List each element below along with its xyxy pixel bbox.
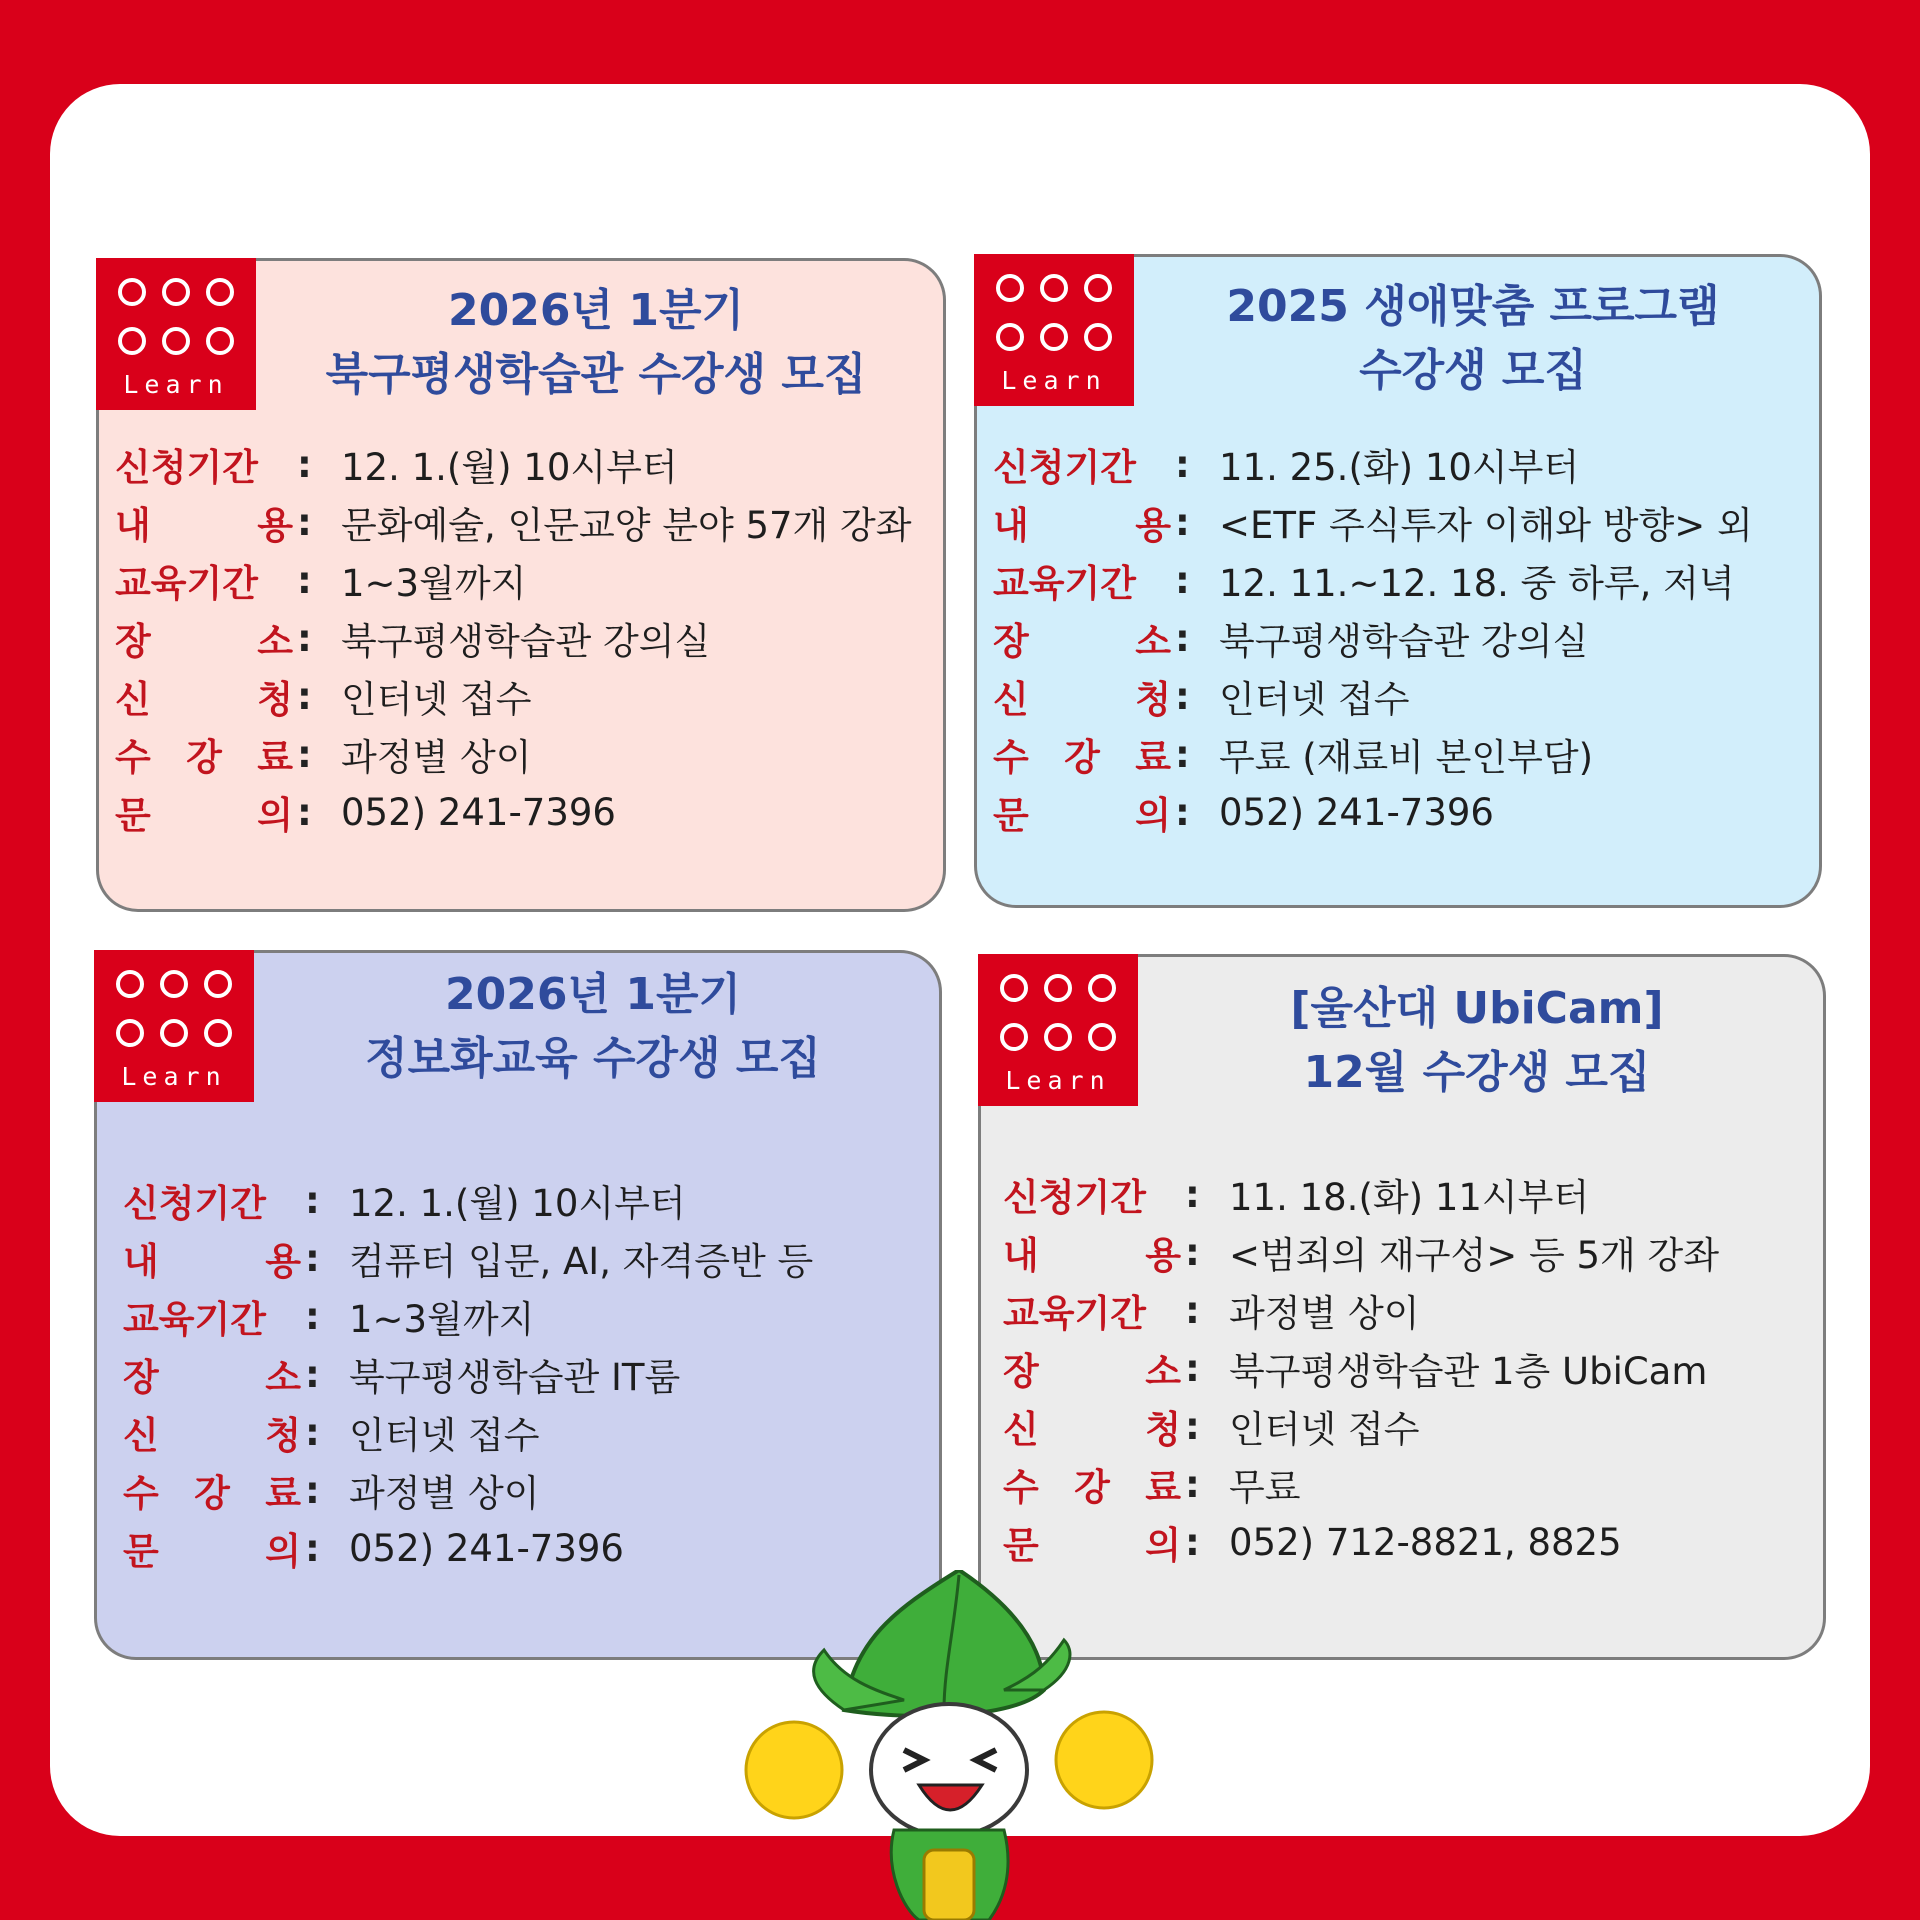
info-colon: : xyxy=(1185,1172,1200,1216)
circle-icon xyxy=(1040,274,1068,302)
info-value: 11. 25.(화) 10시부터 xyxy=(1219,446,1580,489)
info-row xyxy=(1003,1455,1719,1513)
info-row xyxy=(1003,1397,1719,1455)
info-rows xyxy=(1003,1165,1719,1571)
info-label-part: 료 xyxy=(1135,736,1171,779)
info-label-part: 장 xyxy=(1003,1350,1039,1393)
circle-icon xyxy=(1040,323,1068,351)
info-row xyxy=(993,493,1753,551)
info-value: 12. 1.(월) 10시부터 xyxy=(341,446,678,489)
info-label-part: 강 xyxy=(1074,1466,1110,1509)
circle-icon xyxy=(1084,274,1112,302)
info-label xyxy=(123,1463,301,1517)
info-colon: : xyxy=(297,674,312,718)
info-row xyxy=(1003,1339,1719,1397)
info-row xyxy=(115,609,912,667)
info-colon: : xyxy=(1175,674,1190,718)
info-label xyxy=(115,669,293,723)
info-row xyxy=(993,667,1753,725)
info-colon: : xyxy=(305,1526,320,1570)
info-colon: : xyxy=(1185,1230,1200,1274)
info-label-part: 신청기간 xyxy=(993,446,1136,489)
info-colon: : xyxy=(297,442,312,486)
info-row xyxy=(115,551,912,609)
circle-icon xyxy=(116,1019,144,1047)
circle-icon xyxy=(1044,1023,1072,1051)
info-label xyxy=(1003,1341,1181,1395)
info-label xyxy=(993,495,1171,549)
info-row xyxy=(115,435,912,493)
info-value: 북구평생학습관 IT룸 xyxy=(349,1356,681,1399)
info-label xyxy=(123,1173,301,1227)
info-label-part: 교육기간 xyxy=(123,1298,266,1341)
info-colon: : xyxy=(1175,442,1190,486)
info-label-part: 장 xyxy=(993,620,1029,663)
info-label xyxy=(993,611,1171,665)
card-title-line: 2026년 1분기 xyxy=(445,969,741,1020)
info-label xyxy=(1003,1399,1181,1453)
info-label-part: 의 xyxy=(1135,794,1171,837)
info-label-part: 신 xyxy=(993,678,1029,721)
info-label xyxy=(1003,1457,1181,1511)
learn-logo-text: Learn xyxy=(123,370,229,399)
info-colon: : xyxy=(1175,558,1190,602)
circle-icon xyxy=(162,327,190,355)
info-label xyxy=(1003,1167,1181,1221)
card-program-1 xyxy=(96,258,946,912)
info-label xyxy=(993,669,1171,723)
info-label-part: 내 xyxy=(1003,1234,1039,1277)
info-label xyxy=(1003,1515,1181,1569)
info-colon: : xyxy=(297,558,312,602)
info-value: 북구평생학습관 강의실 xyxy=(1219,620,1589,663)
circle-icon xyxy=(116,970,144,998)
circle-icon xyxy=(204,1019,232,1047)
info-label xyxy=(123,1521,301,1575)
info-row xyxy=(993,783,1753,841)
card-title xyxy=(1137,275,1809,403)
circle-icon xyxy=(1044,974,1072,1002)
learn-logo-text: Learn xyxy=(121,1062,227,1091)
info-row xyxy=(123,1403,813,1461)
card-title-line: 북구평생학습관 수강생 모집 xyxy=(325,349,867,400)
info-value: 무료 (재료비 본인부담) xyxy=(1219,736,1594,779)
info-label-part: 신청기간 xyxy=(115,446,258,489)
info-label-part: 청 xyxy=(1135,678,1171,721)
circle-icon xyxy=(206,327,234,355)
learn-logo xyxy=(978,954,1138,1106)
info-value: 북구평생학습관 강의실 xyxy=(341,620,711,663)
info-value: 무료 xyxy=(1229,1466,1301,1509)
info-colon: : xyxy=(305,1352,320,1396)
info-label-part: 신청기간 xyxy=(1003,1176,1146,1219)
info-colon: : xyxy=(1175,500,1190,544)
info-colon: : xyxy=(305,1178,320,1222)
info-label xyxy=(115,785,293,839)
learn-logo-text: Learn xyxy=(1001,366,1107,395)
info-row xyxy=(993,609,1753,667)
info-label-part: 의 xyxy=(265,1530,301,1573)
info-label-part: 신 xyxy=(123,1414,159,1457)
info-value: 과정별 상이 xyxy=(1229,1292,1420,1335)
card-title-line: [울산대 UbiCam] xyxy=(1290,983,1664,1034)
info-colon: : xyxy=(1175,732,1190,776)
card-title xyxy=(259,279,933,407)
info-colon: : xyxy=(1185,1288,1200,1332)
info-row xyxy=(993,435,1753,493)
info-row xyxy=(123,1345,813,1403)
info-colon: : xyxy=(1185,1404,1200,1448)
circle-icon xyxy=(204,970,232,998)
circle-icon xyxy=(1000,1023,1028,1051)
circle-icon xyxy=(118,327,146,355)
info-value: <범죄의 재구성> 등 5개 강좌 xyxy=(1229,1234,1720,1277)
card-title-line: 정보화교육 수강생 모집 xyxy=(365,1033,821,1084)
info-label-part: 신 xyxy=(115,678,151,721)
info-rows xyxy=(123,1171,813,1577)
card-title xyxy=(1141,977,1813,1105)
info-label xyxy=(115,727,293,781)
info-label-part: 료 xyxy=(265,1472,301,1515)
info-colon: : xyxy=(297,732,312,776)
info-row xyxy=(123,1287,813,1345)
info-row xyxy=(123,1229,813,1287)
info-label-part: 청 xyxy=(265,1414,301,1457)
info-rows xyxy=(115,435,912,841)
info-label-part: 문 xyxy=(1003,1524,1039,1567)
card-title-line: 수강생 모집 xyxy=(1359,345,1587,396)
info-row xyxy=(115,493,912,551)
info-label-part: 용 xyxy=(265,1240,301,1283)
info-value: 12. 11.~12. 18. 중 하루, 저녁 xyxy=(1219,562,1735,605)
info-label-part: 수 xyxy=(123,1472,159,1515)
circle-icon xyxy=(162,278,190,306)
info-colon: : xyxy=(305,1468,320,1512)
info-colon: : xyxy=(1185,1462,1200,1506)
info-value: 과정별 상이 xyxy=(341,736,532,779)
circle-icon xyxy=(1084,323,1112,351)
info-label-part: 의 xyxy=(1145,1524,1181,1567)
card-program-3 xyxy=(94,950,942,1660)
info-value: 12. 1.(월) 10시부터 xyxy=(349,1182,686,1225)
info-value: 052) 241-7396 xyxy=(1219,790,1494,834)
circle-icon xyxy=(118,278,146,306)
info-label-part: 의 xyxy=(257,794,293,837)
info-row xyxy=(115,783,912,841)
circle-icon xyxy=(160,1019,188,1047)
info-colon: : xyxy=(305,1236,320,1280)
info-colon: : xyxy=(305,1410,320,1454)
info-label xyxy=(123,1231,301,1285)
info-label xyxy=(115,495,293,549)
info-label-part: 문 xyxy=(993,794,1029,837)
info-value: 1~3월까지 xyxy=(349,1298,535,1341)
info-label-part: 문 xyxy=(115,794,151,837)
info-label xyxy=(115,611,293,665)
card-program-2 xyxy=(974,254,1822,908)
info-label-part: 장 xyxy=(115,620,151,663)
info-label-part: 소 xyxy=(1145,1350,1181,1393)
info-label-part: 내 xyxy=(993,504,1029,547)
info-colon: : xyxy=(1175,790,1190,834)
info-value: 11. 18.(화) 11시부터 xyxy=(1229,1176,1590,1219)
info-row xyxy=(115,725,912,783)
info-value: 052) 712-8821, 8825 xyxy=(1229,1520,1622,1564)
info-row xyxy=(1003,1513,1719,1571)
info-value: 인터넷 접수 xyxy=(1229,1408,1420,1451)
circle-icon xyxy=(996,323,1024,351)
info-label-part: 강 xyxy=(186,736,222,779)
info-label xyxy=(993,727,1171,781)
card-title xyxy=(257,963,929,1091)
learn-logo-text: Learn xyxy=(1005,1066,1111,1095)
info-label-part: 문 xyxy=(123,1530,159,1573)
info-label xyxy=(993,553,1171,607)
info-label-part: 료 xyxy=(257,736,293,779)
info-value: 문화예술, 인문교양 분야 57개 강좌 xyxy=(341,504,912,547)
leaf-mascot-icon xyxy=(744,1570,1164,1920)
info-row xyxy=(115,667,912,725)
info-label-part: 교육기간 xyxy=(1003,1292,1146,1335)
info-value: 인터넷 접수 xyxy=(349,1414,540,1457)
info-label xyxy=(115,553,293,607)
info-label xyxy=(993,437,1171,491)
info-label xyxy=(1003,1225,1181,1279)
learn-logo xyxy=(974,254,1134,406)
info-label-part: 소 xyxy=(257,620,293,663)
circle-icon xyxy=(1088,974,1116,1002)
info-label-part: 청 xyxy=(257,678,293,721)
info-label-part: 신청기간 xyxy=(123,1182,266,1225)
info-label-part: 용 xyxy=(257,504,293,547)
info-label-part: 료 xyxy=(1145,1466,1181,1509)
info-label-part: 수 xyxy=(1003,1466,1039,1509)
info-value: 052) 241-7396 xyxy=(341,790,616,834)
info-colon: : xyxy=(305,1294,320,1338)
info-row xyxy=(123,1461,813,1519)
card-title-line: 12월 수강생 모집 xyxy=(1303,1047,1651,1098)
circle-icon xyxy=(996,274,1024,302)
info-label-part: 교육기간 xyxy=(115,562,258,605)
info-row xyxy=(1003,1165,1719,1223)
info-label-part: 장 xyxy=(123,1356,159,1399)
card-program-4 xyxy=(978,954,1826,1660)
info-row xyxy=(993,725,1753,783)
info-colon: : xyxy=(297,790,312,834)
info-value: 과정별 상이 xyxy=(349,1472,540,1515)
info-label xyxy=(115,437,293,491)
card-title-line: 2026년 1분기 xyxy=(448,285,744,336)
circle-icon xyxy=(1088,1023,1116,1051)
info-row xyxy=(123,1171,813,1229)
learn-logo xyxy=(96,258,256,410)
circle-icon xyxy=(160,970,188,998)
info-rows xyxy=(993,435,1753,841)
info-label-part: 수 xyxy=(993,736,1029,779)
info-label-part: 소 xyxy=(1135,620,1171,663)
info-row xyxy=(123,1519,813,1577)
info-value: 052) 241-7396 xyxy=(349,1526,624,1570)
circle-icon xyxy=(1000,974,1028,1002)
info-value: 컴퓨터 입문, AI, 자격증반 등 xyxy=(349,1240,814,1283)
info-row xyxy=(1003,1223,1719,1281)
info-colon: : xyxy=(297,500,312,544)
info-label-part: 내 xyxy=(115,504,151,547)
info-label-part: 강 xyxy=(194,1472,230,1515)
info-value: 인터넷 접수 xyxy=(341,678,532,721)
info-label xyxy=(123,1405,301,1459)
info-label-part: 청 xyxy=(1145,1408,1181,1451)
info-label-part: 소 xyxy=(265,1356,301,1399)
info-label-part: 수 xyxy=(115,736,151,779)
circle-icon xyxy=(206,278,234,306)
info-colon: : xyxy=(1185,1520,1200,1564)
info-value: 북구평생학습관 1층 UbiCam xyxy=(1229,1350,1708,1393)
info-label-part: 교육기간 xyxy=(993,562,1136,605)
learn-logo xyxy=(94,950,254,1102)
info-label xyxy=(993,785,1171,839)
info-row xyxy=(1003,1281,1719,1339)
info-label-part: 용 xyxy=(1135,504,1171,547)
info-label xyxy=(1003,1283,1181,1337)
info-colon: : xyxy=(297,616,312,660)
info-label-part: 용 xyxy=(1145,1234,1181,1277)
info-label-part: 강 xyxy=(1064,736,1100,779)
info-value: 인터넷 접수 xyxy=(1219,678,1410,721)
info-label-part: 신 xyxy=(1003,1408,1039,1451)
info-label xyxy=(123,1347,301,1401)
info-colon: : xyxy=(1175,616,1190,660)
info-colon: : xyxy=(1185,1346,1200,1390)
info-label xyxy=(123,1289,301,1343)
card-title-line: 2025 생애맞춤 프로그램 xyxy=(1226,281,1720,332)
info-row xyxy=(993,551,1753,609)
info-value: <ETF 주식투자 이해와 방향> 외 xyxy=(1219,504,1753,547)
info-value: 1~3월까지 xyxy=(341,562,527,605)
info-label-part: 내 xyxy=(123,1240,159,1283)
